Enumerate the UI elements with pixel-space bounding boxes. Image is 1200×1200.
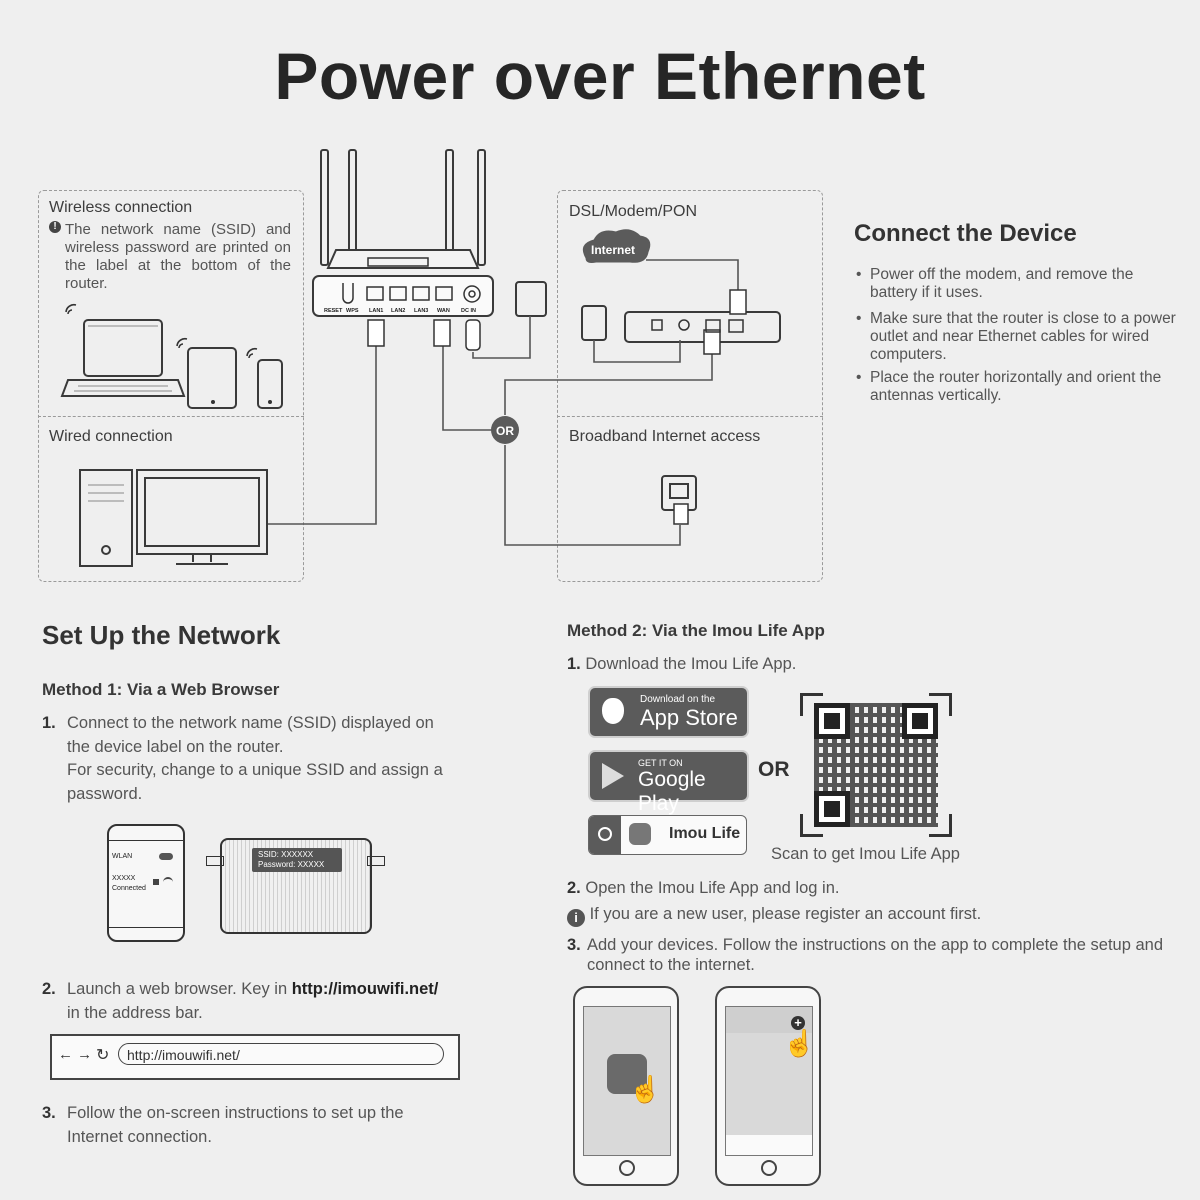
imou-life-search-badge[interactable]: Imou Life [588,815,747,855]
method2-step2: 2. Open the Imou Life App and log in. [567,879,840,897]
or-circle-label: OR [496,424,514,438]
wireless-connection-label: Wireless connection [49,199,193,216]
hand-tap-icon: ☝ [783,1028,816,1058]
or-label: OR [758,758,790,781]
method2-step1: 1. Download the Imou Life App. [567,655,797,673]
hand-tap-icon: ☝ [629,1074,662,1104]
port-label-dcin: DC IN [461,308,476,314]
info-icon: ! [49,221,61,233]
wireless-note: The network name (SSID) and wireless password are printed on the label at the bottom of the router. [65,221,291,292]
port-label-lan2: LAN2 [391,308,406,314]
router-label-ssid: SSID: XXXXXX [258,850,314,859]
connect-bullet-3: • Place the router horizontally and orient the antennas vertically. [856,369,1162,404]
phone-ssid: XXXXX [112,875,136,882]
port-label-wps: WPS [346,308,359,314]
qr-caption: Scan to get Imou Life App [771,845,960,863]
connect-bullet-1: • Power off the modem, and remove the battery if it uses. [856,266,1134,301]
phone-connected: Connected [112,885,146,892]
add-device-plus-icon: + [791,1016,805,1030]
wlan-toggle [159,853,173,860]
phone-wlan-illustration [107,824,185,942]
wlan-label: WLAN [112,853,133,860]
method1-step3: 3. Follow the on-screen instructions to set up the Internet connection. [42,1104,404,1146]
app-store-badge[interactable]: Download on the App Store [588,686,749,738]
router-label-illustration [220,838,372,934]
method2-info: i If you are a new user, please register an account first. [567,903,1007,927]
refresh-icon[interactable]: ↻ [96,1047,110,1064]
phone-add-device [715,986,821,1186]
imou-url: http://imouwifi.net/ [291,980,439,998]
port-label-lan1: LAN1 [369,308,384,314]
google-play-badge[interactable]: GET IT ON Google Play [588,750,749,802]
page-title: Power over Ethernet [274,39,926,113]
apple-icon [602,698,624,724]
browser-bar [50,1034,460,1080]
connect-heading: Connect the Device [854,220,1077,247]
nav-arrows-icon[interactable]: ← → [58,1046,93,1063]
connect-bullet-2: • Make sure that the router is close to a power outlet and near Ethernet cables for wired computers. [856,310,1176,363]
method1-step1: 1. Connect to the network name (SSID) displayed on the device label on the router. For security, change to a unique SSID and assign a password. [42,714,443,803]
port-label-wan: WAN [437,308,450,314]
home-button [619,1160,635,1176]
method2-step3: 3. Add your devices. Follow the instructions on the app to complete the setup and connect to the internet. [567,936,1164,974]
dsl-modem-label: DSL/Modem/PON [569,203,698,220]
method1-step2: 2. Launch a web browser. Key in http://imouwifi.net/ in the address bar. [42,980,439,1022]
broadband-label: Broadband Internet access [569,428,761,445]
qr-code[interactable] [800,693,952,837]
info-icon: i [567,909,585,927]
address-input[interactable]: http://imouwifi.net/ [118,1043,444,1065]
method2-heading: Method 2: Via the Imou Life App [567,621,825,640]
internet-cloud-label: Internet [590,243,636,257]
lock-icon [153,879,159,885]
antenna-left [206,856,224,866]
port-label-reset: RESET [324,308,343,314]
play-icon [602,763,624,789]
phone-open-app [573,986,679,1186]
antenna-right [367,856,385,866]
router-label-password: Password: XXXXX [258,860,325,869]
wifi-icon [163,877,173,887]
method1-heading: Method 1: Via a Web Browser [42,680,280,699]
search-icon [598,827,612,841]
imou-app-icon [629,823,651,845]
wired-connection-label: Wired connection [49,428,173,445]
home-button [761,1160,777,1176]
setup-heading: Set Up the Network [42,620,281,650]
port-label-lan3: LAN3 [414,308,429,314]
